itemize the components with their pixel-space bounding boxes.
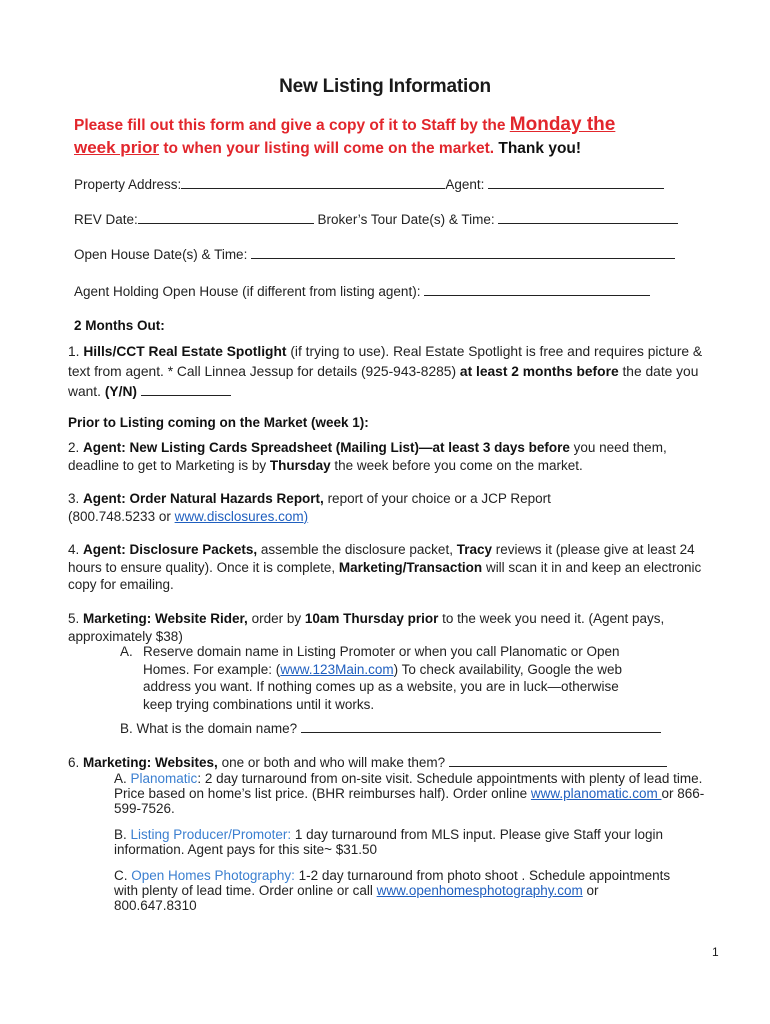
item-bold: Marketing: Website Rider, [83,611,248,626]
brokers-tour-label: Broker’s Tour Date(s) & Time: [317,212,495,227]
listing-producer-name: Listing Producer/Promoter: [130,827,292,842]
item-5a-label: A. [120,644,133,659]
rev-date-label: REV Date: [74,212,138,227]
section-2-months-heading: 2 Months Out: [74,318,165,333]
item-bold: Agent: Disclosure Packets, [83,542,258,557]
item-bold: Marketing/Transaction [338,559,483,575]
item-text: 1-2 day turnaround from photo shoot . Schedule appointments with plenty of lead time. Order online or call [114,868,671,898]
item-number: 4. [68,542,84,557]
item-number: 3. [68,491,84,506]
rev-date-field[interactable] [138,210,314,224]
item-text: assemble the disclosure packet, [257,542,457,557]
intro-instructions [74,114,714,160]
row-rev-tour [74,210,678,227]
property-address-label: Property Address: [74,177,182,192]
domain-name-field[interactable] [301,719,661,733]
item-text: or 866-599-7526. [114,786,705,816]
item-bold: Agent: Order Natural Hazards Report, [83,491,324,506]
item-text: ) To check availability, Google the web address you want. If nothing comes up as a website, you are in luck—otherwise keep trying combinations until it works. [143,661,622,712]
item-bold: at least 2 months before [459,364,619,379]
item-5a-domain [143,643,643,713]
item-text: the week before you come on the market. [330,457,583,473]
disclosures-link[interactable]: www.disclosures.com) [174,508,309,524]
open-homes-link[interactable]: www.openhomesphotography.com [376,883,583,898]
item-text: you need them, deadline to get to Marketing is by [68,440,667,473]
row-open-house [74,245,675,262]
section-prior-heading: Prior to Listing coming on the Market (week 1): [68,415,369,430]
item-text: one or both and who will make them? [217,755,446,770]
agent-field[interactable] [488,175,664,189]
intro-text: Please fill out this form and give a copy of it to Staff by the [74,117,510,134]
row-property-agent [74,175,664,192]
item-number: 6. [68,755,84,770]
item-text: Reserve domain name in Listing Promoter or when you call Planomatic or Open Homes. For example: ( [143,644,620,677]
page-title: New Listing Information [279,76,491,97]
item-text: : 2 day turnaround from on-site visit. Schedule appointments with plenty of lead time. Price based on home’s list price. (BHR reimburses half). Order online [114,771,703,801]
item-1-spotlight [68,342,718,402]
yes-no-label: (Y/N) [104,384,138,399]
agent-holding-field[interactable] [424,282,650,296]
item-text: will scan it in and keep an electronic copy for emailing. [68,559,702,592]
item-2-mailing-list [68,439,718,474]
item-number: 1. [68,344,84,359]
domain-question-label: B. What is the domain name? [120,721,298,736]
item-label: B. [114,827,131,842]
item-5b-domain-question [120,719,720,738]
open-house-field[interactable] [251,245,675,259]
brokers-tour-field[interactable] [498,210,678,224]
item-text: (if trying to use). Real Estate Spotlight is free and requires picture & text from agent. * Call Linnea Jessup for details (925-943-8285) [68,344,703,379]
intro-text-2: to when your listing will come on the market. [159,140,499,157]
item-text: to the week you need it. (Agent pays, approximately $38) [68,611,665,644]
open-homes-name: Open Homes Photography: [131,868,295,883]
property-address-field[interactable] [181,175,445,189]
page-number: 1 [712,945,719,959]
item-6a-planomatic [114,771,724,816]
open-house-label: Open House Date(s) & Time: [74,247,248,262]
item-bold: Marketing: Websites, [83,755,218,770]
item-6c-open-homes [114,868,674,913]
item-3-hazards-report [68,490,598,525]
item-number: 5. [68,611,84,626]
planomatic-link[interactable]: www.planomatic.com [530,786,662,801]
item-bold: Thursday [269,457,331,473]
websites-field[interactable] [449,753,667,767]
item-text: report of your choice or a JCP Report (800.748.5233 or [68,491,551,524]
item-number: 2. [68,440,84,455]
example-domain-link[interactable]: www.123Main.com [280,661,394,677]
item-text: or 800.647.8310 [114,883,599,913]
item-text: order by [247,611,305,626]
intro-deadline-2: week prior [74,138,160,157]
item-text: 1 day turnaround from MLS input. Please give Staff your login information. Agent pays for this site~ $31.50 [114,827,664,857]
item-bold: 10am Thursday prior [304,611,439,626]
item-label: C. [114,868,132,883]
item-text: reviews it (please give at least 24 hours to ensure quality). Once it is complete, [68,542,695,575]
intro-deadline-1: Monday the [509,114,616,135]
spotlight-title: Hills/CCT Real Estate Spotlight [83,344,287,359]
item-text: the date you want. [68,364,699,399]
planomatic-name: Planomatic [130,771,198,786]
intro-thanks: Thank you! [498,140,582,157]
item-5-website-rider [68,610,718,645]
agent-label: Agent: [445,177,485,192]
item-bold: Agent: New Listing Cards Spreadsheet (Mailing List)—at least 3 days before [83,440,570,455]
item-6-websites [68,753,728,772]
item-4-disclosure-packets [68,541,718,594]
yes-no-field[interactable] [141,382,231,396]
item-bold: Tracy [456,542,492,557]
row-agent-holding [74,282,650,299]
item-6b-listing-producer [114,827,714,857]
item-label: A. [114,771,131,786]
agent-holding-label: Agent Holding Open House (if different from listing agent): [74,284,421,299]
